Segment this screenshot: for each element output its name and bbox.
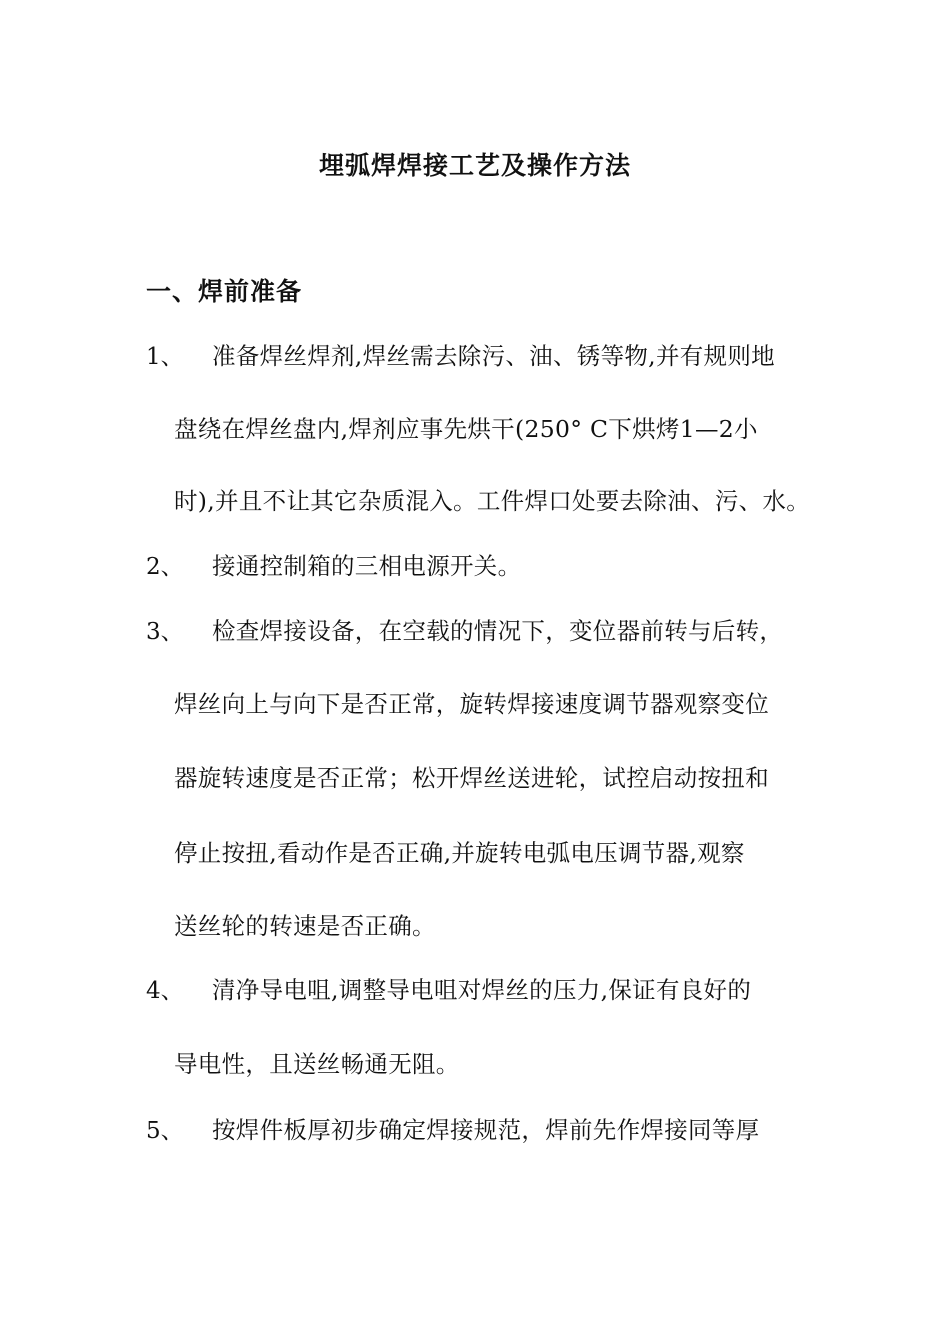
item-number: 3、 — [146, 619, 184, 645]
paragraph-line: 器旋转速度是否正常；松开焊丝送进轮，试控启动按扭和 — [174, 764, 769, 792]
item-number: 2、 — [146, 554, 184, 580]
paragraph-line: 检查焊接设备，在空载的情况下，变位器前转与后转， — [212, 617, 784, 645]
paragraph-line: 准备焊丝焊剂,焊丝需去除污、油、锈等物,并有规则地 — [212, 342, 775, 370]
paragraph-line: 时),并且不让其它杂质混入。工件焊口处要去除油、污、水。 — [174, 487, 811, 515]
paragraph-line: 按焊件板厚初步确定焊接规范，焊前先作焊接同等厚 — [212, 1116, 760, 1144]
paragraph-line: 接通控制箱的三相电源开关。 — [212, 552, 522, 580]
page-title: 埋弧焊焊接工艺及操作方法 — [318, 151, 631, 180]
paragraph-line: 清净导电咀,调整导电咀对焊丝的压力,保证有良好的 — [212, 976, 752, 1004]
paragraph-line: 送丝轮的转速是否正确。 — [174, 912, 436, 940]
item-number: 1、 — [146, 344, 184, 370]
paragraph-line: 停止按扭,看动作是否正确,并旋转电弧电压调节器,观察 — [174, 839, 745, 867]
paragraph-line: 焊丝向上与向下是否正常，旋转焊接速度调节器观察变位 — [174, 690, 769, 718]
item-number: 5、 — [146, 1118, 184, 1144]
paragraph-line: 导电性，且送丝畅通无阻。 — [174, 1050, 460, 1078]
paragraph-line: 盘绕在焊丝盘内,焊剂应事先烘干(250° C下烘烤1—2小 — [174, 415, 758, 443]
section-heading: 一、焊前准备 — [146, 277, 303, 306]
item-number: 4、 — [146, 978, 184, 1004]
